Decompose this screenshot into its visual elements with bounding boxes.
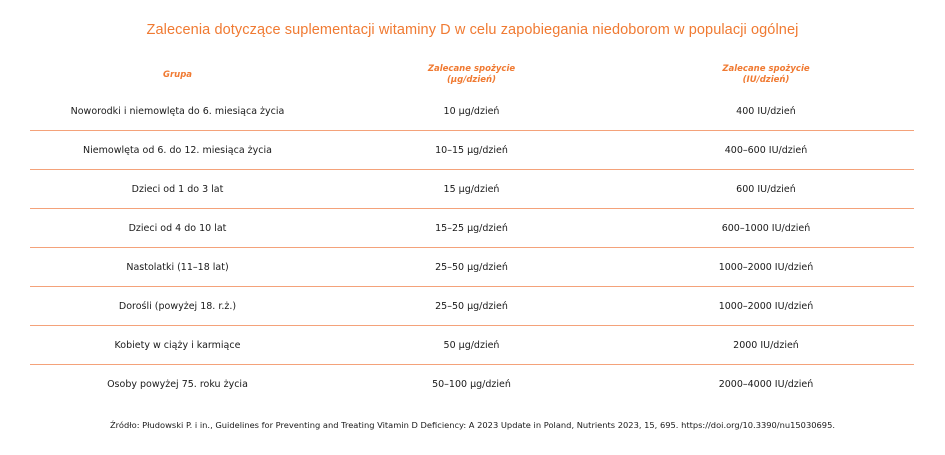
- cell-ug: 10 µg/dzień: [443, 105, 500, 117]
- cell-ug: 50–100 µg/dzień: [432, 379, 511, 390]
- source-footnote: Źródło: Płudowski P. i in., Guidelines for Preventing and Treating Vitamin D Deficiency: A 2023 Update in Poland, Nutrients 2023, 15, 695. https://doi.org/10.3390/nu15030695.: [110, 420, 835, 430]
- cell-iu: 1000–2000 IU/dzień: [718, 261, 814, 273]
- cell-group: Dzieci od 4 do 10 lat: [128, 222, 227, 234]
- table-row: [30, 248, 914, 287]
- cell-ug: 25–50 µg/dzień: [435, 261, 508, 273]
- cell-group: Dorośli (powyżej 18. r.ż.): [118, 300, 237, 312]
- table-row: [30, 209, 914, 248]
- cell-group: Niemowlęta od 6. do 12. miesiąca życia: [83, 144, 272, 156]
- table-row: [30, 170, 914, 209]
- header-ug-label: Zalecane spożycie (µg/dzień): [427, 64, 516, 85]
- header-iu: [618, 64, 914, 86]
- header-group: [30, 70, 325, 81]
- cell-group: Kobiety w ciąży i karmiące: [114, 339, 241, 351]
- header-group-label: Grupa: [162, 69, 193, 80]
- table-row: [30, 92, 914, 131]
- cell-iu: 1000–2000 IU/dzień: [718, 300, 814, 312]
- cell-iu: 400–600 IU/dzień: [724, 144, 808, 156]
- table-row: [30, 326, 914, 365]
- table-header: [30, 58, 914, 92]
- cell-iu: 2000 IU/dzień: [733, 339, 799, 351]
- header-iu-label: Zalecane spożycie (IU/dzień): [722, 64, 810, 85]
- cell-group: Nastolatki (11–18 lat): [126, 261, 229, 273]
- cell-iu: 600–1000 IU/dzień: [721, 222, 811, 234]
- cell-ug: 15–25 µg/dzień: [435, 222, 508, 234]
- table-row: [30, 131, 914, 170]
- cell-iu: 2000–4000 IU/dzień: [718, 379, 814, 390]
- header-ug: [325, 64, 618, 86]
- cell-group: Noworodki i niemowlęta do 6. miesiąca życia: [70, 105, 285, 117]
- cell-ug: 10–15 µg/dzień: [435, 144, 508, 156]
- cell-group: Osoby powyżej 75. roku życia: [107, 379, 248, 390]
- table-row: [30, 287, 914, 326]
- cell-iu: 600 IU/dzień: [736, 183, 796, 195]
- table-row: [30, 365, 914, 404]
- cell-ug: 50 µg/dzień: [443, 339, 500, 351]
- cell-ug: 15 µg/dzień: [443, 183, 500, 195]
- supplementation-table: [30, 58, 914, 404]
- cell-group: Dzieci od 1 do 3 lat: [131, 183, 224, 195]
- cell-iu: 400 IU/dzień: [736, 105, 796, 117]
- page-title: Zalecenia dotyczące suplementacji witaminy D w celu zapobiegania niedoborom w populacji ogólnej: [146, 22, 799, 38]
- cell-ug: 25–50 µg/dzień: [435, 300, 508, 312]
